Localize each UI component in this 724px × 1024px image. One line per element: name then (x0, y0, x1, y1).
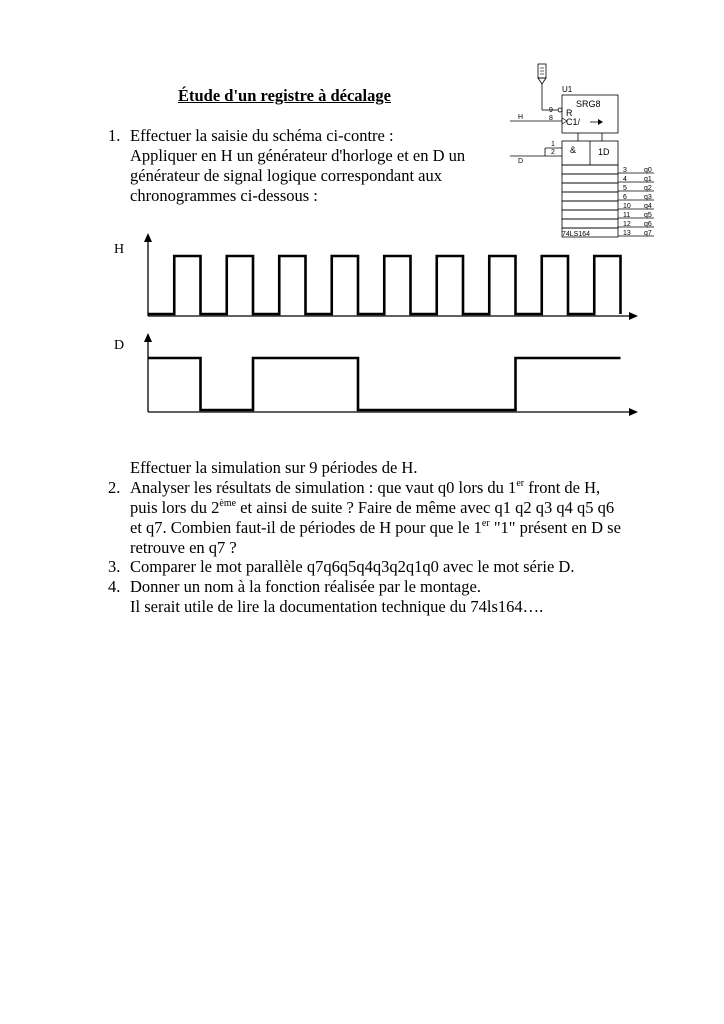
pin-9: 9 (549, 107, 553, 114)
output-pin-6: 12 (623, 221, 631, 228)
output-pin-2: 5 (623, 185, 627, 192)
output-name-3: q3 (644, 194, 652, 201)
output-name-5: q5 (644, 212, 652, 219)
output-stage-5 (562, 210, 618, 219)
item-2-line-1-a: Analyser les résultats de simulation : que vaut q0 lors du 1 (130, 478, 517, 497)
reset-label: R (566, 108, 573, 118)
item-2-line-1-sup: er (516, 478, 525, 489)
h-y-arrow (144, 233, 152, 242)
pin-2: 2 (551, 149, 555, 156)
d-input-label: D (518, 158, 524, 165)
output-name-4: q4 (644, 203, 652, 210)
output-name-1: q1 (644, 176, 652, 183)
output-stage-3 (562, 192, 618, 201)
pin-1: 1 (551, 141, 555, 148)
output-stage-0 (562, 165, 618, 174)
item-2-line-4: retrouve en q7 ? (130, 538, 237, 557)
simulation-note: Effectuer la simulation sur 9 périodes de H. (130, 458, 418, 477)
output-name-2: q2 (644, 185, 652, 192)
item-3-number: 3. (108, 557, 121, 576)
item-1-number: 1. (108, 126, 121, 145)
item-2-line-3-a: et q7. Combien faut-il de périodes de H pour que le 1 (130, 518, 482, 537)
clock-label: C1/ (566, 117, 581, 127)
ref-label: U1 (562, 85, 573, 94)
output-name-6: q6 (644, 221, 652, 228)
d-signal-label: D (114, 338, 125, 353)
shift-register-schematic (510, 64, 654, 238)
item-4-line-1: Donner un nom à la fonction réalisée par le montage. (130, 577, 481, 596)
item-2-line-3-b: "1" présent en D se (489, 518, 621, 537)
output-pin-0: 3 (623, 167, 627, 174)
item-2-line-2-sup: ème (219, 498, 237, 509)
item-2-line-1-b: front de H, (524, 478, 601, 497)
output-pin-4: 10 (623, 203, 631, 210)
output-name-0: q0 (644, 167, 652, 174)
output-stage-2 (562, 183, 618, 192)
output-stage-1 (562, 174, 618, 183)
output-pin-1: 4 (623, 176, 627, 183)
output-stage-4 (562, 201, 618, 210)
h-signal-label: H (114, 242, 125, 257)
item-2-line-2-a: puis lors du 2 (130, 498, 220, 517)
item-4-number: 4. (108, 577, 121, 596)
page-title: Étude d'un registre à décalage (178, 86, 391, 105)
output-pin-7: 13 (623, 230, 631, 237)
item-1-line-2: Appliquer en H un générateur d'horloge et en D un (130, 146, 466, 165)
h-x-arrow (629, 312, 638, 320)
output-stages (562, 165, 654, 237)
item-2-line-2-b: et ainsi de suite ? Faire de même avec q1 q2 q3 q4 q5 q6 (236, 498, 615, 517)
output-name-7: q7 (644, 230, 652, 237)
item-2-number: 2. (108, 478, 121, 497)
item-1-line-1: Effectuer la saisie du schéma ci-contre : (130, 126, 394, 145)
item-1-line-4: chronogrammes ci-dessous : (130, 186, 318, 205)
item-3-text: Comparer le mot parallèle q7q6q5q4q3q2q1q0 avec le mot série D. (130, 557, 575, 576)
1d-label: 1D (598, 147, 610, 157)
d-y-arrow (144, 333, 152, 342)
item-2-line-3-sup: er (481, 518, 490, 529)
item-4-line-2: Il serait utile de lire la documentation technique du 74ls164…. (130, 597, 544, 616)
item-1-line-3: générateur de signal logique correspondant aux (130, 166, 443, 185)
h-clock-waveform (148, 256, 621, 314)
output-stage-6 (562, 219, 618, 228)
d-x-arrow (629, 408, 638, 416)
d-data-waveform (148, 358, 621, 410)
output-pin-5: 11 (623, 212, 631, 219)
srg8-label: SRG8 (576, 99, 601, 109)
pin-8: 8 (549, 115, 553, 122)
reset-inversion-bubble (558, 108, 562, 112)
and-label: & (570, 145, 577, 155)
h-input-label: H (518, 114, 524, 121)
part-label: 74LS164 (562, 231, 591, 238)
output-pin-3: 6 (623, 194, 627, 201)
